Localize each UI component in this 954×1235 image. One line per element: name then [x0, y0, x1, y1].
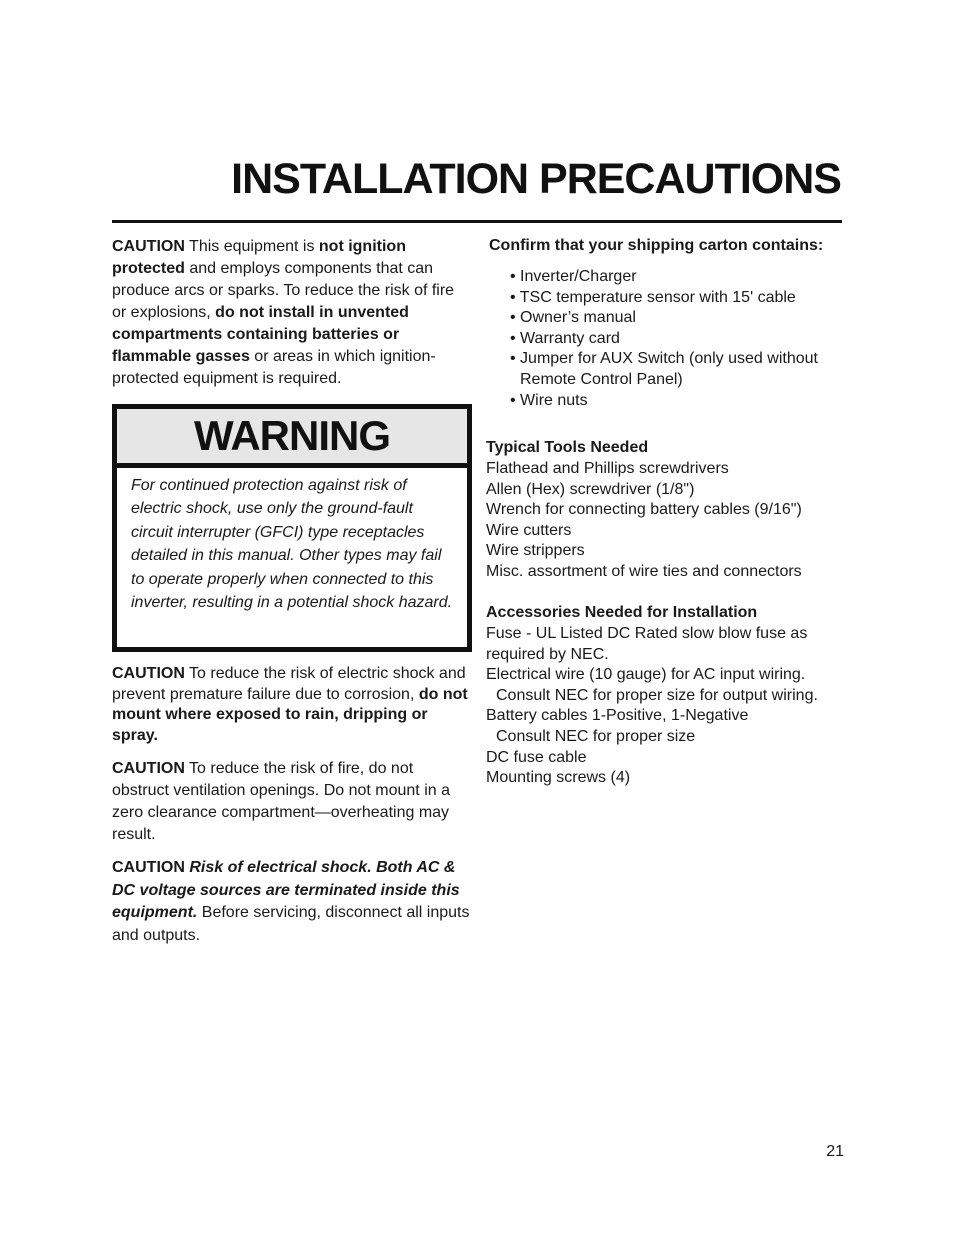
list-item: Consult NEC for proper size	[496, 727, 696, 745]
list-item: Mounting screws (4)	[486, 769, 631, 787]
list-item: Wire cutters	[486, 521, 572, 539]
list-item: Electrical wire (10 gauge) for AC input wiring.	[486, 666, 806, 684]
page-number: 21	[826, 1143, 844, 1160]
caution-corrosion: CAUTION To reduce the risk of electric shock and prevent premature failure due to corrosion, do not mount where exposed to rain, dripping or spray.	[112, 665, 468, 744]
caution-label: CAUTION	[112, 760, 185, 777]
list-item: • Warranty card	[510, 329, 620, 347]
list-item: • Jumper for AUX Switch (only used without Remote Control Panel)	[510, 350, 818, 388]
list-item: • Inverter/Charger	[510, 268, 637, 285]
warning-title: WARNING	[194, 412, 390, 459]
list-item: Fuse - UL Listed DC Rated slow blow fuse as required by NEC.	[486, 625, 808, 663]
title-rule	[112, 220, 842, 223]
tools-heading: Typical Tools Needed	[486, 439, 649, 456]
tools-section	[486, 437, 856, 583]
warning-header	[117, 409, 467, 468]
carton-heading: Confirm that your shipping carton contains:	[489, 237, 824, 254]
list-item: • TSC temperature sensor with 15' cable	[510, 288, 796, 306]
carton-list	[489, 267, 859, 411]
carton-section	[489, 235, 859, 411]
warning-box	[112, 404, 472, 652]
list-item: Allen (Hex) screwdriver (1/8")	[486, 480, 695, 498]
list-item: Misc. assortment of wire ties and connectors	[486, 562, 802, 580]
accessories-section	[486, 602, 846, 789]
caution-label: CAUTION	[112, 665, 185, 682]
caution-ventilation: CAUTION To reduce the risk of fire, do not obstruct ventilation openings. Do not mount in a zero clearance compartment—overheating may result.	[112, 760, 450, 843]
list-item: • Wire nuts	[510, 391, 588, 409]
caution-ignition: CAUTION This equipment is not ignition protected and employs components that can produce arcs or sparks. To reduce the risk of fire or explosions, do not install in unvented compartments containing batteries or flammable gasses or areas in which ignition-protected equipment is required.	[112, 238, 455, 387]
warning-text: For continued protection against risk of electric shock, use only the ground-fault circuit interrupter (GFCI) type receptacles detailed in this manual. Other types may fail to operate properly when connected to this inverter, resulting in a potential shock hazard.	[131, 477, 453, 612]
list-item: Flathead and Phillips screwdrivers	[486, 460, 729, 477]
caution-label: CAUTION	[112, 238, 185, 255]
list-item: Battery cables 1-Positive, 1-Negative	[486, 707, 749, 725]
list-item: Consult NEC for proper size for output wiring.	[496, 686, 818, 704]
list-item: Wire strippers	[486, 542, 585, 560]
caution-label: CAUTION	[112, 859, 185, 876]
accessories-heading: Accessories Needed for Installation	[486, 604, 758, 621]
caution-shock: CAUTION Risk of electrical shock. Both AC & DC voltage sources are terminated inside this equipment. Before servicing, disconnect all inputs and outputs.	[112, 859, 470, 944]
list-item: • Owner’s manual	[510, 309, 636, 327]
list-item: Wrench for connecting battery cables (9/16")	[486, 501, 802, 519]
list-item: DC fuse cable	[486, 748, 587, 766]
page-title: INSTALLATION PRECAUTIONS	[231, 155, 841, 203]
